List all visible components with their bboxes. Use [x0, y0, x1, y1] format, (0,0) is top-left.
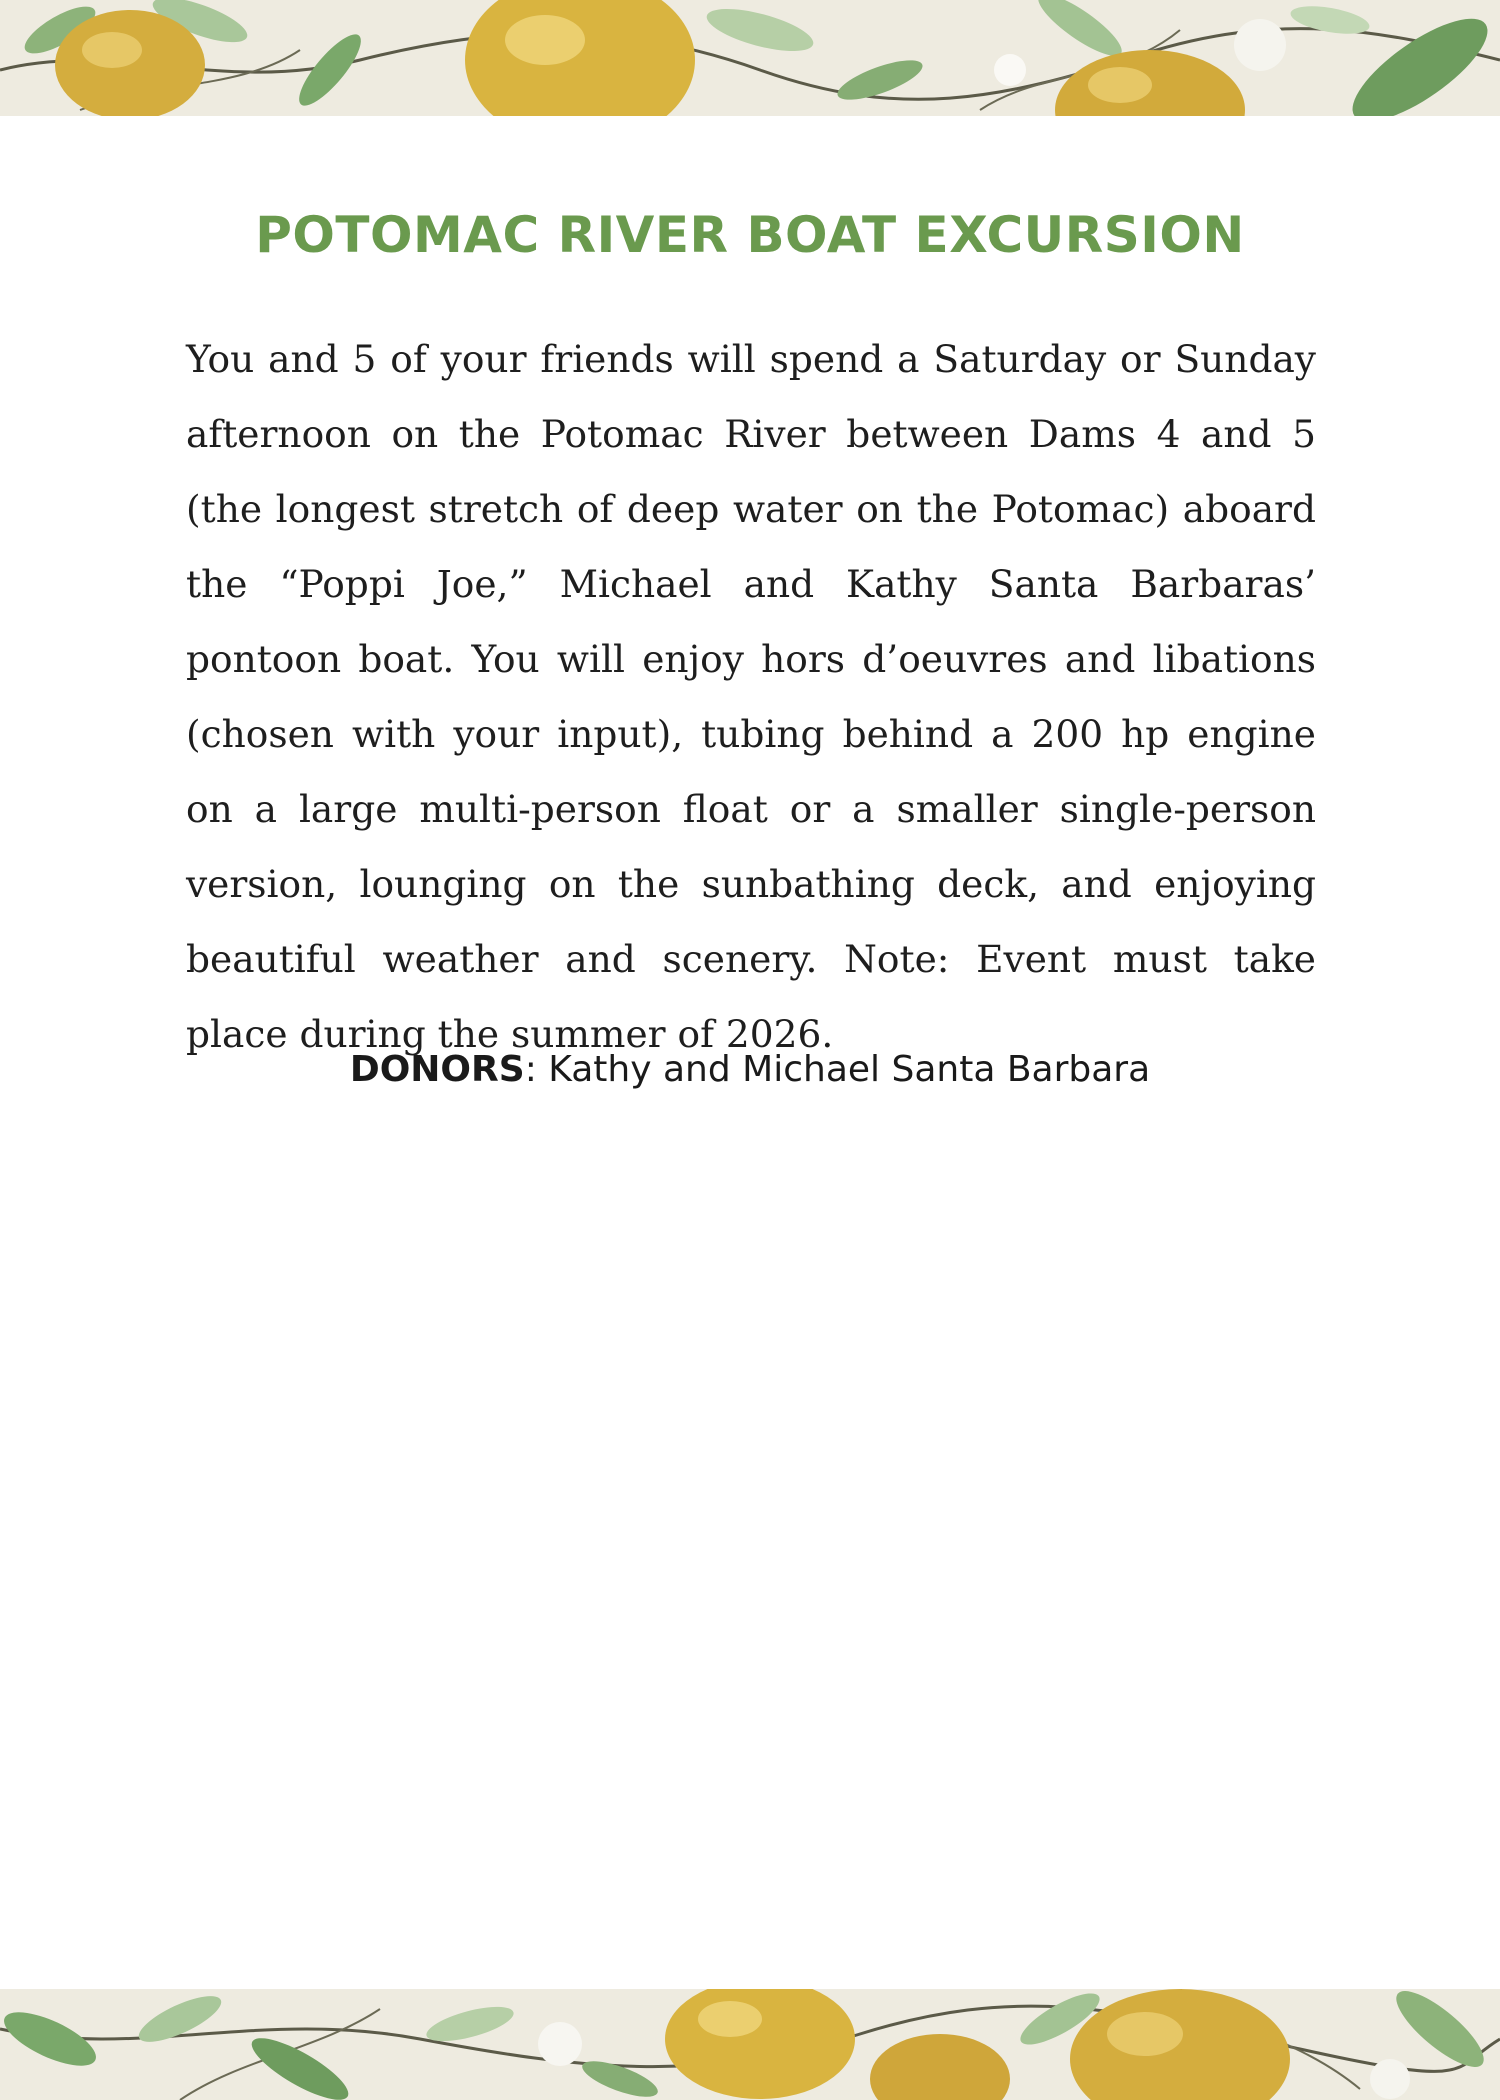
lemon-branch-top-icon: [0, 0, 1500, 116]
description-paragraph: You and 5 of your friends will spend a Saturday or Sunday afternoon on the Potomac River between Dams 4 and 5 (the longest stretch of deep water on the Potomac) aboard the “Poppi Joe,” Michael and Kathy Santa Barbaras’ pontoon boat. You will enjoy hors d’oeuvres and libations (chosen with your input), tubing behind a 200 hp engine on a large multi-person float or a smaller single-person version, lounging on the sunbathing deck, and enjoying beautiful weather and scenery. Note: Event must take place during the summer of 2026.: [186, 337, 1316, 1056]
lemon-branch-bottom-icon: [0, 1989, 1500, 2100]
donors-separator: :: [524, 1049, 549, 1090]
lemon-branch-border-top: [0, 0, 1500, 116]
donors-line: [0, 1049, 1500, 1090]
donors-label: DONORS: [349, 1049, 525, 1090]
page-title: POTOMAC RIVER BOAT EXCURSION: [255, 206, 1245, 264]
donors-names: Kathy and Michael Santa Barbara: [548, 1049, 1151, 1090]
lemon-branch-border-bottom: [0, 1989, 1500, 2100]
